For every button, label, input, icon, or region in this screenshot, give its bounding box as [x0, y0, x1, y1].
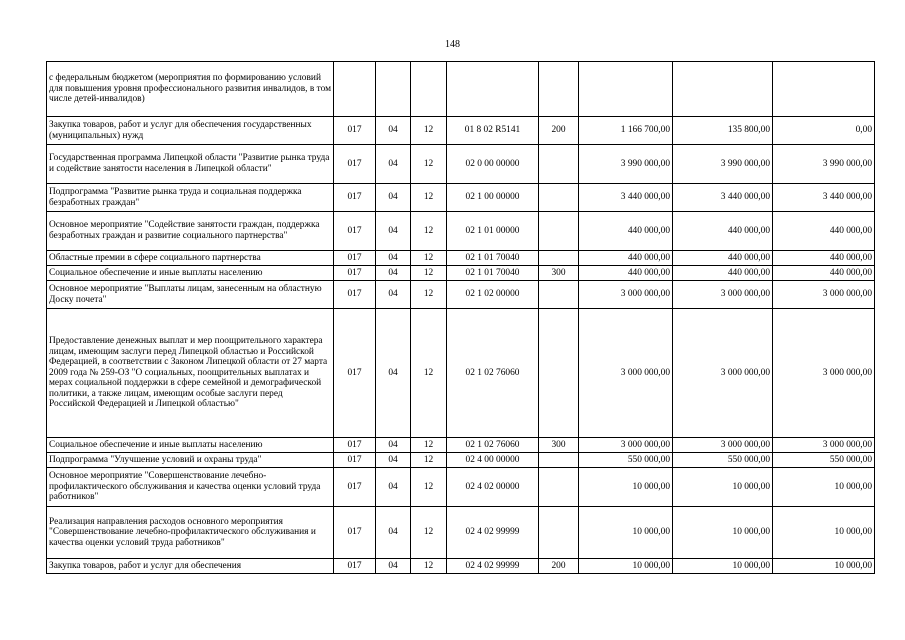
cell-amount-year1: 3 000 000,00: [579, 309, 673, 438]
cell-description: Социальное обеспечение и иные выплаты населению: [47, 266, 334, 281]
cell-amount-year2: 3 990 000,00: [673, 145, 773, 184]
cell-subsection: 12: [411, 212, 447, 251]
cell-subsection: 12: [411, 453, 447, 468]
cell-amount-year2: 550 000,00: [673, 453, 773, 468]
cell-subsection: 12: [411, 117, 447, 145]
cell-amount-year1: 10 000,00: [579, 559, 673, 574]
cell-subsection: 12: [411, 468, 447, 507]
cell-amount-year2: 10 000,00: [673, 468, 773, 507]
cell-amount-year2: 440 000,00: [673, 212, 773, 251]
cell-amount-year1: 440 000,00: [579, 251, 673, 266]
cell-target-article: 02 1 02 76060: [447, 309, 539, 438]
cell-target-article: 02 1 02 76060: [447, 438, 539, 453]
table-row: [47, 212, 875, 251]
cell-admin-code: [334, 62, 376, 117]
cell-target-article: 02 1 01 70040: [447, 266, 539, 281]
cell-amount-year2: 3 000 000,00: [673, 309, 773, 438]
cell-section: 04: [376, 212, 411, 251]
cell-expense-type: 200: [539, 559, 579, 574]
cell-admin-code: 017: [334, 184, 376, 212]
cell-description: Областные премии в сфере социального партнерства: [47, 251, 334, 266]
cell-amount-year3: 10 000,00: [773, 507, 875, 559]
cell-description: Подпрограмма "Развитие рынка труда и социальная поддержка безработных граждан": [47, 184, 334, 212]
cell-admin-code: 017: [334, 145, 376, 184]
cell-section: [376, 62, 411, 117]
cell-subsection: 12: [411, 438, 447, 453]
cell-section: 04: [376, 468, 411, 507]
budget-table: [46, 61, 875, 574]
cell-amount-year2: 10 000,00: [673, 559, 773, 574]
cell-expense-type: [539, 309, 579, 438]
table-row: [47, 184, 875, 212]
cell-amount-year2: 3 000 000,00: [673, 438, 773, 453]
table-row: [47, 309, 875, 438]
cell-amount-year2: 3 000 000,00: [673, 281, 773, 309]
cell-amount-year1: 440 000,00: [579, 266, 673, 281]
cell-amount-year1: 3 000 000,00: [579, 438, 673, 453]
cell-target-article: 01 8 02 R5141: [447, 117, 539, 145]
cell-section: 04: [376, 281, 411, 309]
cell-section: 04: [376, 266, 411, 281]
cell-subsection: 12: [411, 145, 447, 184]
cell-amount-year2: 10 000,00: [673, 507, 773, 559]
cell-admin-code: 017: [334, 266, 376, 281]
cell-amount-year2: 3 440 000,00: [673, 184, 773, 212]
table-row: [47, 62, 875, 117]
cell-admin-code: 017: [334, 309, 376, 438]
cell-target-article: 02 4 00 00000: [447, 453, 539, 468]
cell-section: 04: [376, 438, 411, 453]
cell-subsection: 12: [411, 507, 447, 559]
cell-amount-year1: 3 000 000,00: [579, 281, 673, 309]
cell-expense-type: [539, 468, 579, 507]
cell-admin-code: 017: [334, 117, 376, 145]
cell-admin-code: 017: [334, 281, 376, 309]
page-number: 148: [445, 39, 460, 50]
cell-description: Закупка товаров, работ и услуг для обеспечения: [47, 559, 334, 574]
cell-amount-year3: 3 000 000,00: [773, 281, 875, 309]
cell-amount-year2: 440 000,00: [673, 266, 773, 281]
cell-section: 04: [376, 309, 411, 438]
cell-expense-type: [539, 281, 579, 309]
cell-amount-year1: 440 000,00: [579, 212, 673, 251]
cell-amount-year2: [673, 62, 773, 117]
cell-amount-year3: 3 000 000,00: [773, 309, 875, 438]
cell-target-article: 02 1 02 00000: [447, 281, 539, 309]
cell-expense-type: [539, 453, 579, 468]
cell-admin-code: 017: [334, 438, 376, 453]
cell-description: Реализация направления расходов основного мероприятия "Совершенствование лечебно-профилактического обслуживания и качества оценки условий труда работников": [47, 507, 334, 559]
cell-admin-code: 017: [334, 468, 376, 507]
cell-amount-year3: 3 990 000,00: [773, 145, 875, 184]
cell-expense-type: [539, 62, 579, 117]
cell-subsection: 12: [411, 184, 447, 212]
cell-amount-year2: 440 000,00: [673, 251, 773, 266]
table-row: [47, 117, 875, 145]
cell-description: Социальное обеспечение и иные выплаты населению: [47, 438, 334, 453]
cell-amount-year1: 1 166 700,00: [579, 117, 673, 145]
cell-admin-code: 017: [334, 251, 376, 266]
cell-amount-year3: 0,00: [773, 117, 875, 145]
cell-section: 04: [376, 453, 411, 468]
cell-amount-year2: 135 800,00: [673, 117, 773, 145]
cell-description: Государственная программа Липецкой области "Развитие рынка труда и содействие занятости населения в Липецкой области": [47, 145, 334, 184]
cell-subsection: 12: [411, 281, 447, 309]
cell-amount-year3: [773, 62, 875, 117]
cell-description: Предоставление денежных выплат и мер поощрительного характера лицам, имеющим заслуги перед Липецкой областью и Российской Федерацией, в соответствии с Законом Липецкой области от 27 марта 2009 года № 259-ОЗ "О социальных, поощрительных выплатах и мерах социальной поддержки в сфере семейной и демографической политики, а также лицам, имеющим особые заслуги перед Российской Федерацией и Липецкой областью": [47, 309, 334, 438]
cell-amount-year1: 550 000,00: [579, 453, 673, 468]
cell-expense-type: 300: [539, 438, 579, 453]
table-row: [47, 559, 875, 574]
cell-amount-year3: 440 000,00: [773, 266, 875, 281]
table-row: [47, 251, 875, 266]
table-row: [47, 266, 875, 281]
cell-section: 04: [376, 507, 411, 559]
cell-description: Основное мероприятие "Совершенствование лечебно-профилактического обслуживания и качества оценки условий труда работников": [47, 468, 334, 507]
cell-expense-type: [539, 212, 579, 251]
table-row: [47, 438, 875, 453]
cell-amount-year1: 10 000,00: [579, 507, 673, 559]
cell-target-article: [447, 62, 539, 117]
cell-description: Основное мероприятие "Содействие занятости граждан, поддержка безработных граждан и развитие социального партнерства": [47, 212, 334, 251]
cell-amount-year3: 3 440 000,00: [773, 184, 875, 212]
cell-target-article: 02 4 02 00000: [447, 468, 539, 507]
cell-amount-year3: 440 000,00: [773, 251, 875, 266]
cell-admin-code: 017: [334, 559, 376, 574]
cell-expense-type: [539, 184, 579, 212]
cell-description: Подпрограмма "Улучшение условий и охраны труда": [47, 453, 334, 468]
cell-expense-type: 300: [539, 266, 579, 281]
cell-admin-code: 017: [334, 507, 376, 559]
table-row: [47, 145, 875, 184]
cell-expense-type: [539, 507, 579, 559]
cell-subsection: [411, 62, 447, 117]
cell-section: 04: [376, 184, 411, 212]
cell-amount-year1: 3 440 000,00: [579, 184, 673, 212]
cell-description: Основное мероприятие "Выплаты лицам, занесенным на областную Доску почета": [47, 281, 334, 309]
cell-amount-year3: 10 000,00: [773, 468, 875, 507]
cell-target-article: 02 1 01 00000: [447, 212, 539, 251]
cell-subsection: 12: [411, 266, 447, 281]
table-row: [47, 468, 875, 507]
cell-amount-year1: [579, 62, 673, 117]
cell-amount-year3: 10 000,00: [773, 559, 875, 574]
cell-amount-year3: 440 000,00: [773, 212, 875, 251]
cell-description: Закупка товаров, работ и услуг для обеспечения государственных (муниципальных) нужд: [47, 117, 334, 145]
cell-subsection: 12: [411, 559, 447, 574]
cell-target-article: 02 0 00 00000: [447, 145, 539, 184]
cell-expense-type: [539, 251, 579, 266]
cell-subsection: 12: [411, 251, 447, 266]
cell-amount-year1: 10 000,00: [579, 468, 673, 507]
cell-section: 04: [376, 559, 411, 574]
cell-amount-year3: 3 000 000,00: [773, 438, 875, 453]
cell-section: 04: [376, 251, 411, 266]
cell-target-article: 02 1 01 70040: [447, 251, 539, 266]
cell-target-article: 02 4 02 99999: [447, 559, 539, 574]
cell-admin-code: 017: [334, 212, 376, 251]
cell-target-article: 02 1 00 00000: [447, 184, 539, 212]
table-row: [47, 507, 875, 559]
cell-expense-type: [539, 145, 579, 184]
cell-section: 04: [376, 117, 411, 145]
cell-amount-year1: 3 990 000,00: [579, 145, 673, 184]
cell-expense-type: 200: [539, 117, 579, 145]
cell-description: с федеральным бюджетом (мероприятия по формированию условий для повышения уровня профессионального развития инвалидов, в том числе детей-инвалидов): [47, 62, 334, 117]
cell-target-article: 02 4 02 99999: [447, 507, 539, 559]
cell-amount-year3: 550 000,00: [773, 453, 875, 468]
cell-admin-code: 017: [334, 453, 376, 468]
cell-section: 04: [376, 145, 411, 184]
cell-subsection: 12: [411, 309, 447, 438]
table-row: [47, 453, 875, 468]
table-row: [47, 281, 875, 309]
